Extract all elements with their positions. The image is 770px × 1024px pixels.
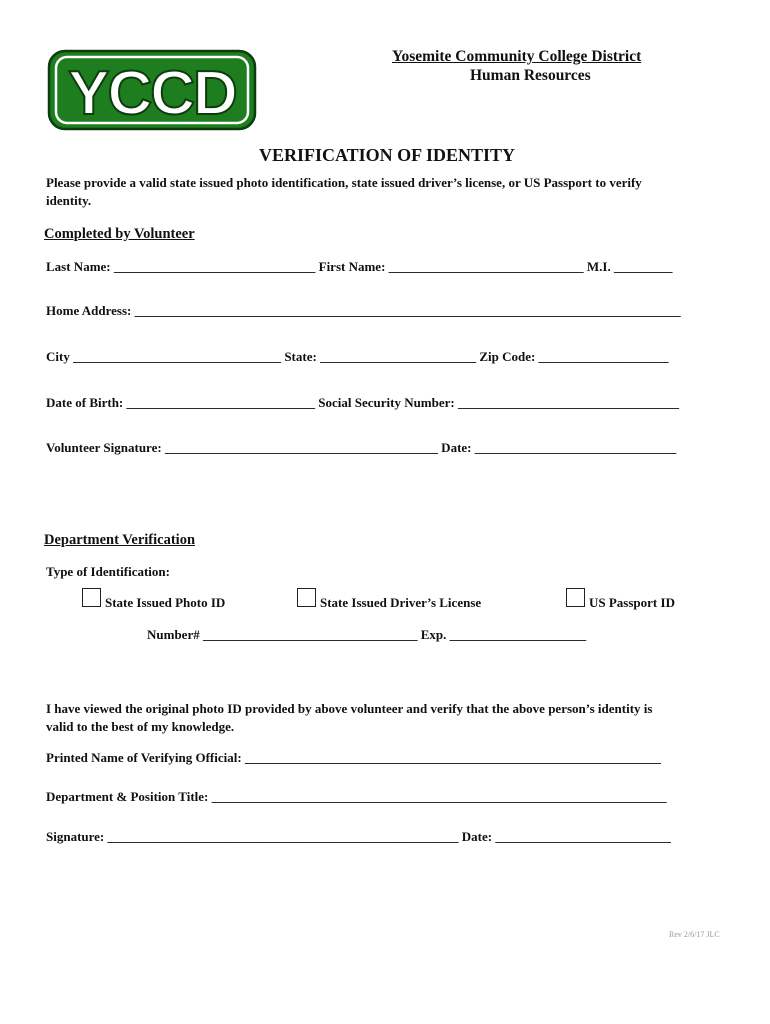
ycc-logo bbox=[47, 49, 257, 131]
intro-line-2: identity. bbox=[46, 193, 92, 208]
official-signature-row[interactable]: Signature: ______________________________________________________ Date: ___________________________ bbox=[46, 829, 671, 844]
page-title: VERIFICATION OF IDENTITY bbox=[259, 145, 516, 165]
volunteer-signature-row[interactable]: Volunteer Signature: __________________________________________ Date: _______________________________ bbox=[46, 440, 677, 455]
option-drivers-license: State Issued Driver’s License bbox=[320, 595, 482, 610]
option-us-passport: US Passport ID bbox=[589, 595, 675, 610]
id-number-exp-row[interactable]: Number# _________________________________ Exp. _____________________ bbox=[147, 627, 587, 642]
checkbox-us-passport[interactable] bbox=[566, 588, 585, 607]
option-state-photo-id: State Issued Photo ID bbox=[105, 595, 226, 610]
checkbox-drivers-license[interactable] bbox=[297, 588, 316, 607]
id-type-label: Type of Identification: bbox=[46, 564, 170, 579]
checkbox-state-photo-id[interactable] bbox=[82, 588, 101, 607]
logo-text: YCCD bbox=[68, 59, 236, 128]
volunteer-section-heading: Completed by Volunteer bbox=[44, 226, 195, 242]
printed-name-row[interactable]: Printed Name of Verifying Official: ________________________________________________________________ bbox=[46, 750, 661, 765]
position-title-row[interactable]: Department & Position Title: ______________________________________________________________________ bbox=[46, 789, 667, 804]
org-name: Yosemite Community College District bbox=[392, 48, 642, 65]
statement-line-1: I have viewed the original photo ID provided by above volunteer and verify that the above person’s identity is bbox=[46, 701, 653, 716]
revision-note: Rev 2/6/17 JLC bbox=[669, 930, 720, 939]
home-address-row[interactable]: Home Address: ____________________________________________________________________________________ bbox=[46, 303, 681, 318]
city-state-zip-row[interactable]: City ________________________________ State: ________________________ Zip Code: ____________________ bbox=[46, 349, 669, 364]
intro-line-1: Please provide a valid state issued photo identification, state issued driver’s license, or US Passport to verify bbox=[46, 175, 642, 190]
department-section-heading: Department Verification bbox=[44, 532, 196, 548]
name-row[interactable]: Last Name: _______________________________ First Name: ______________________________ M.I. _________ bbox=[46, 259, 673, 274]
dob-ssn-row[interactable]: Date of Birth: _____________________________ Social Security Number: __________________________________ bbox=[46, 395, 679, 410]
department-name: Human Resources bbox=[470, 67, 591, 84]
statement-line-2: valid to the best of my knowledge. bbox=[46, 719, 235, 734]
